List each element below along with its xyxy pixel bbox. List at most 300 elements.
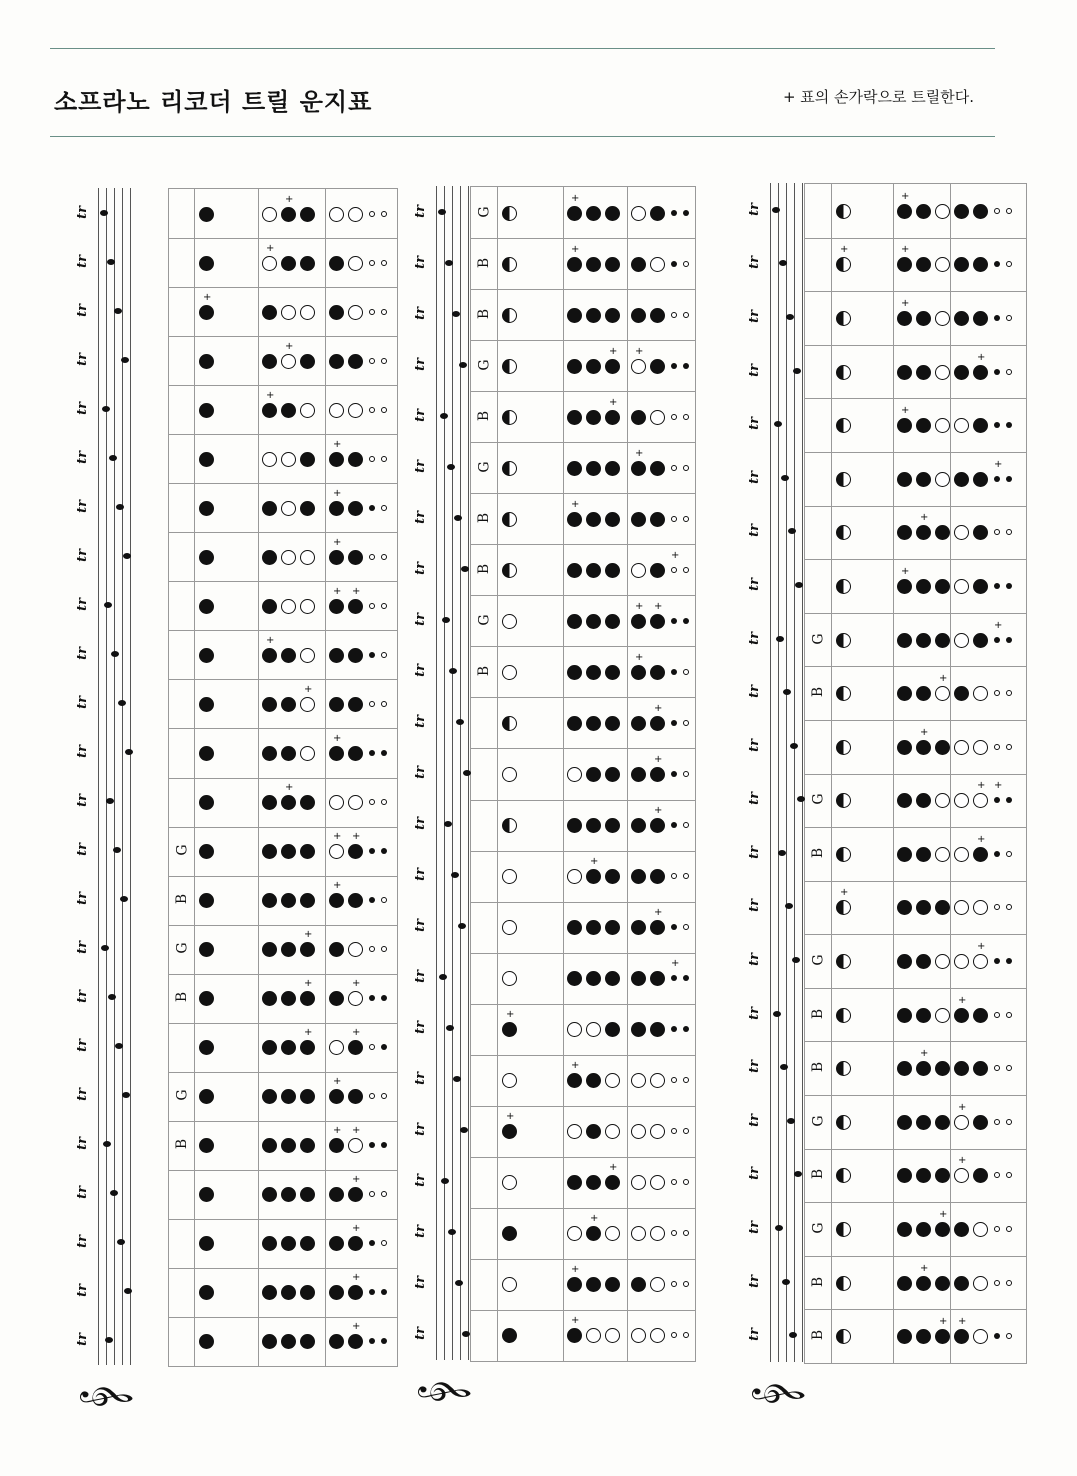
- left-hand-hole-icon: [897, 633, 912, 648]
- trill-plus-icon: +: [352, 585, 361, 597]
- double-hole-icon: [994, 1226, 1000, 1232]
- left-hand-hole-icon: [281, 599, 296, 614]
- trill-mark: tr: [74, 548, 90, 562]
- trill-plus-icon: +: [333, 487, 342, 499]
- trill-plus-icon: +: [333, 831, 342, 843]
- right-hand-hole-icon: [329, 354, 344, 369]
- left-hand-hole-icon: [281, 648, 296, 663]
- double-hole-icon: [683, 618, 689, 624]
- left-hand-hole-icon: [281, 844, 296, 859]
- thumb-hole-icon: [199, 452, 214, 467]
- left-hand-hole-icon: [916, 1115, 931, 1130]
- left-hand-hole-icon: [605, 818, 620, 833]
- left-hand-hole-icon: [605, 614, 620, 629]
- trill-plus-icon: +: [304, 683, 313, 695]
- trill-plus-icon: +: [333, 585, 342, 597]
- right-hand-hole-icon: [329, 648, 344, 663]
- right-hand-hole-icon: [631, 716, 646, 731]
- right-hand-hole-icon: [954, 740, 969, 755]
- left-hand-hole-icon: [567, 359, 582, 374]
- trill-plus-icon: +: [352, 1125, 361, 1137]
- trill-mark: tr: [746, 310, 762, 323]
- left-hand-hole-icon: [935, 1276, 950, 1291]
- thumb-hole-icon: [502, 818, 517, 833]
- thumb-hole-icon: [836, 311, 851, 326]
- note-head: [107, 259, 115, 265]
- staff-column-1: [90, 188, 140, 1365]
- right-hand-hole-icon: [348, 746, 363, 761]
- double-hole-icon: [1006, 369, 1012, 375]
- trill-plus-icon: +: [352, 978, 361, 990]
- staff-line: [98, 188, 99, 1365]
- right-hand-hole-icon: [973, 472, 988, 487]
- right-hand-hole-icon: [650, 665, 665, 680]
- thumb-hole-icon: [502, 563, 517, 578]
- thumb-hole-icon: [836, 1115, 851, 1130]
- trill-mark: tr: [412, 919, 428, 933]
- right-hand-hole-icon: [650, 461, 665, 476]
- double-hole-icon: [994, 1119, 1000, 1125]
- thumb-hole-icon: [836, 847, 851, 862]
- note-head: [786, 314, 794, 320]
- left-hand-hole-icon: [281, 256, 296, 271]
- left-hand-hole-icon: [300, 844, 315, 859]
- double-hole-icon: [369, 456, 375, 462]
- thumb-hole-icon: [836, 365, 851, 380]
- double-hole-icon: [369, 407, 375, 413]
- note-head: [461, 566, 469, 572]
- left-hand-hole-icon: [262, 354, 277, 369]
- trill-plus-icon: +: [977, 351, 986, 363]
- double-hole-icon: [369, 309, 375, 315]
- right-hand-hole-icon: [973, 1008, 988, 1023]
- note-head: [118, 700, 126, 706]
- trill-mark: tr: [74, 696, 90, 709]
- right-hand-hole-icon: [348, 305, 363, 320]
- double-hole-icon: [683, 771, 689, 777]
- trill-mark: tr: [412, 715, 428, 728]
- treble-clef-icon: 𝄞: [82, 1381, 134, 1409]
- left-hand-hole-icon: [262, 844, 277, 859]
- trill-mark: tr: [746, 899, 762, 913]
- double-hole-icon: [994, 476, 1000, 482]
- left-hand-hole-icon: [935, 1115, 950, 1130]
- row-label: B: [810, 1169, 827, 1180]
- double-hole-icon: [671, 822, 677, 828]
- left-hand-hole-icon: [567, 461, 582, 476]
- right-hand-hole-icon: [631, 665, 646, 680]
- trill-plus-icon: +: [352, 1272, 361, 1284]
- left-hand-hole-icon: [300, 452, 315, 467]
- right-hand-hole-icon: [329, 550, 344, 565]
- staff-line: [794, 183, 795, 1362]
- left-hand-hole-icon: [916, 740, 931, 755]
- trill-plus-icon: +: [654, 600, 663, 612]
- double-hole-icon: [994, 369, 1000, 375]
- left-hand-hole-icon: [262, 403, 277, 418]
- double-hole-icon: [671, 414, 677, 420]
- thumb-hole-icon: [199, 403, 214, 418]
- double-hole-icon: [381, 358, 387, 364]
- trill-mark: tr: [74, 1088, 90, 1102]
- trill-mark: tr: [74, 303, 90, 317]
- right-hand-hole-icon: [329, 599, 344, 614]
- trill-mark: tr: [412, 1174, 428, 1188]
- trill-mark: tr: [74, 499, 90, 513]
- fingering-grid-2: [470, 186, 696, 1362]
- left-hand-hole-icon: [586, 665, 601, 680]
- left-hand-hole-icon: [262, 207, 277, 222]
- double-hole-icon: [381, 260, 387, 266]
- trill-plus-icon: +: [304, 978, 313, 990]
- trill-mark: tr: [412, 766, 428, 779]
- trill-mark: tr: [746, 1113, 762, 1127]
- left-hand-hole-icon: [262, 305, 277, 320]
- right-hand-hole-icon: [650, 257, 665, 272]
- note-head: [775, 1225, 783, 1231]
- staff-line: [122, 188, 123, 1365]
- left-hand-hole-icon: [300, 599, 315, 614]
- left-hand-hole-icon: [605, 716, 620, 731]
- right-hand-hole-icon: [329, 305, 344, 320]
- trill-plus-icon: +: [333, 1125, 342, 1137]
- thumb-hole-icon: [199, 893, 214, 908]
- thumb-hole-icon: [502, 461, 517, 476]
- thumb-hole-icon: [199, 599, 214, 614]
- trill-plus-icon: +: [840, 244, 849, 256]
- left-hand-hole-icon: [262, 599, 277, 614]
- note-head: [790, 743, 798, 749]
- trill-plus-icon: +: [571, 1315, 580, 1327]
- double-hole-icon: [683, 720, 689, 726]
- thumb-hole-icon: [836, 633, 851, 648]
- right-hand-hole-icon: [631, 818, 646, 833]
- trill-plus-icon: +: [506, 1111, 515, 1123]
- row-label: G: [476, 205, 493, 218]
- left-hand-hole-icon: [935, 954, 950, 969]
- trill-plus-icon: +: [939, 673, 948, 685]
- double-hole-icon: [994, 851, 1000, 857]
- right-hand-hole-icon: [973, 579, 988, 594]
- left-hand-hole-icon: [567, 767, 582, 782]
- double-hole-icon: [381, 603, 387, 609]
- trill-mark: tr: [746, 1167, 762, 1181]
- left-hand-hole-icon: [935, 740, 950, 755]
- right-hand-hole-icon: [973, 1222, 988, 1237]
- trill-plus-icon: +: [304, 1027, 313, 1039]
- left-hand-hole-icon: [586, 461, 601, 476]
- left-hand-hole-icon: [567, 410, 582, 425]
- right-hand-hole-icon: [329, 746, 344, 761]
- trill-plus-icon: +: [352, 1174, 361, 1186]
- trill-plus-icon: +: [333, 880, 342, 892]
- thumb-hole-icon: [199, 256, 214, 271]
- thumb-hole-icon: [502, 665, 517, 680]
- trill-mark: tr: [74, 401, 90, 415]
- trill-mark: tr: [412, 1021, 428, 1035]
- trill-mark: tr: [746, 1328, 762, 1342]
- note-head: [463, 770, 471, 776]
- trill-plus-icon: +: [590, 1213, 599, 1225]
- right-hand-hole-icon: [973, 311, 988, 326]
- double-hole-icon: [1006, 851, 1012, 857]
- double-hole-icon: [994, 744, 1000, 750]
- left-hand-hole-icon: [916, 365, 931, 380]
- trill-plus-icon: +: [266, 242, 275, 254]
- double-hole-icon: [1006, 476, 1012, 482]
- row-label: B: [476, 512, 493, 523]
- left-hand-hole-icon: [605, 308, 620, 323]
- trill-mark: tr: [412, 1123, 428, 1137]
- page-title: 소프라노 리코더 트릴 운지표: [54, 88, 373, 116]
- trill-mark: tr: [74, 205, 90, 219]
- double-hole-icon: [671, 771, 677, 777]
- right-hand-hole-icon: [973, 847, 988, 862]
- thumb-hole-icon: [836, 579, 851, 594]
- note-head: [459, 362, 467, 368]
- thumb-hole-icon: [836, 954, 851, 969]
- right-hand-hole-icon: [650, 512, 665, 527]
- left-hand-hole-icon: [281, 795, 296, 810]
- trill-mark: tr: [746, 256, 762, 270]
- left-hand-hole-icon: [300, 403, 315, 418]
- trill-mark: tr: [74, 1284, 90, 1298]
- row-label: B: [173, 893, 190, 905]
- row-label: G: [810, 793, 827, 805]
- double-hole-icon: [369, 211, 375, 217]
- left-hand-hole-icon: [586, 359, 601, 374]
- double-hole-icon: [683, 210, 689, 216]
- thumb-hole-icon: [199, 305, 214, 320]
- thumb-hole-icon: [199, 844, 214, 859]
- double-hole-icon: [671, 363, 677, 369]
- left-hand-hole-icon: [281, 746, 296, 761]
- right-hand-hole-icon: [348, 550, 363, 565]
- trill-plus-icon: +: [609, 345, 618, 357]
- left-hand-hole-icon: [567, 308, 582, 323]
- double-hole-icon: [671, 618, 677, 624]
- thumb-hole-icon: [199, 501, 214, 516]
- row-label: B: [476, 308, 493, 319]
- thumb-hole-icon: [502, 512, 517, 527]
- right-hand-hole-icon: [973, 1115, 988, 1130]
- double-hole-icon: [994, 1012, 1000, 1018]
- trill-plus-icon: +: [958, 994, 967, 1006]
- staff-line: [130, 188, 131, 1365]
- double-hole-icon: [381, 456, 387, 462]
- left-hand-hole-icon: [300, 697, 315, 712]
- thumb-hole-icon: [836, 1008, 851, 1023]
- trill-plus-icon: +: [840, 887, 849, 899]
- note-head: [454, 515, 462, 521]
- note-head: [438, 209, 446, 215]
- double-hole-icon: [381, 211, 387, 217]
- staff-line: [770, 183, 771, 1362]
- right-hand-hole-icon: [954, 204, 969, 219]
- left-hand-hole-icon: [897, 311, 912, 326]
- header-rule: [50, 136, 995, 137]
- left-hand-hole-icon: [916, 1008, 931, 1023]
- double-hole-icon: [994, 637, 1000, 643]
- left-hand-hole-icon: [605, 869, 620, 884]
- note-head: [106, 798, 114, 804]
- trill-plus-icon: +: [920, 1262, 929, 1274]
- trill-plus-icon: +: [609, 1162, 618, 1174]
- left-hand-hole-icon: [586, 512, 601, 527]
- left-hand-hole-icon: [300, 305, 315, 320]
- trill-plus-icon: +: [901, 565, 910, 577]
- left-hand-hole-icon: [262, 795, 277, 810]
- trill-mark: tr: [74, 597, 90, 611]
- trill-mark: tr: [746, 1006, 762, 1020]
- trill-plus-icon: +: [977, 780, 986, 792]
- trill-mark: tr: [74, 450, 90, 464]
- right-hand-hole-icon: [650, 308, 665, 323]
- note-head: [778, 850, 786, 856]
- thumb-hole-icon: [502, 716, 517, 731]
- double-hole-icon: [994, 208, 1000, 214]
- left-hand-hole-icon: [281, 403, 296, 418]
- double-hole-icon: [381, 554, 387, 560]
- note-head: [782, 1279, 790, 1285]
- right-hand-hole-icon: [631, 461, 646, 476]
- left-hand-hole-icon: [916, 954, 931, 969]
- left-hand-hole-icon: [586, 716, 601, 731]
- right-hand-hole-icon: [631, 512, 646, 527]
- double-hole-icon: [1006, 208, 1012, 214]
- right-hand-hole-icon: [631, 563, 646, 578]
- left-hand-hole-icon: [281, 452, 296, 467]
- top-rule: [50, 48, 995, 49]
- row-label: G: [174, 1089, 191, 1101]
- thumb-hole-icon: [502, 410, 517, 425]
- treble-clef-icon: 𝄞: [420, 1376, 472, 1404]
- trill-plus-icon: +: [958, 1101, 967, 1113]
- trill-plus-icon: +: [285, 340, 294, 352]
- right-hand-hole-icon: [348, 893, 363, 908]
- right-hand-hole-icon: [348, 697, 363, 712]
- trill-mark: tr: [74, 745, 90, 758]
- double-hole-icon: [369, 652, 375, 658]
- trill-plus-icon: +: [352, 1321, 361, 1333]
- left-hand-hole-icon: [586, 767, 601, 782]
- fingering-grid-3: [804, 183, 1027, 1364]
- thumb-hole-icon: [199, 550, 214, 565]
- double-hole-icon: [369, 701, 375, 707]
- row-label: B: [810, 686, 827, 698]
- double-hole-icon: [369, 505, 375, 511]
- left-hand-hole-icon: [935, 365, 950, 380]
- left-hand-hole-icon: [897, 1008, 912, 1023]
- right-hand-hole-icon: [631, 410, 646, 425]
- trill-plus-icon: +: [333, 438, 342, 450]
- trill-plus-icon: +: [994, 458, 1003, 470]
- double-hole-icon: [671, 567, 677, 573]
- right-hand-hole-icon: [973, 365, 988, 380]
- trill-mark: tr: [412, 868, 428, 882]
- left-hand-hole-icon: [935, 472, 950, 487]
- trill-mark: tr: [746, 417, 762, 431]
- note-head: [456, 719, 464, 725]
- left-hand-hole-icon: [586, 614, 601, 629]
- double-hole-icon: [369, 799, 375, 805]
- left-hand-hole-icon: [567, 614, 582, 629]
- thumb-hole-icon: [836, 1222, 851, 1237]
- double-hole-icon: [994, 1280, 1000, 1286]
- staff-line: [114, 188, 115, 1365]
- double-hole-icon: [683, 414, 689, 420]
- fingering-grid-1: [168, 188, 398, 1367]
- left-hand-hole-icon: [567, 563, 582, 578]
- trill-plus-icon: +: [901, 297, 910, 309]
- trill-mark: tr: [746, 1274, 762, 1288]
- trill-plus-icon: +: [352, 1223, 361, 1235]
- double-hole-icon: [683, 516, 689, 522]
- left-hand-hole-icon: [281, 207, 296, 222]
- note-head: [123, 553, 131, 559]
- left-hand-hole-icon: [300, 795, 315, 810]
- double-hole-icon: [683, 261, 689, 267]
- note-head: [452, 311, 460, 317]
- row-label: G: [476, 359, 493, 371]
- row-label: G: [810, 954, 827, 966]
- left-hand-hole-icon: [281, 305, 296, 320]
- trill-plus-icon: +: [901, 190, 910, 202]
- note-head: [776, 636, 784, 642]
- left-hand-hole-icon: [300, 354, 315, 369]
- trill-plus-icon: +: [609, 396, 618, 408]
- right-hand-hole-icon: [329, 256, 344, 271]
- double-hole-icon: [671, 720, 677, 726]
- row-label: G: [174, 844, 191, 856]
- thumb-hole-icon: [199, 207, 214, 222]
- trill-plus-icon: +: [352, 831, 361, 843]
- left-hand-hole-icon: [605, 257, 620, 272]
- trill-plus-icon: +: [654, 702, 663, 714]
- right-hand-hole-icon: [650, 410, 665, 425]
- left-hand-hole-icon: [567, 665, 582, 680]
- note-head: [447, 464, 455, 470]
- right-hand-hole-icon: [631, 206, 646, 221]
- note-head: [104, 602, 112, 608]
- trill-plus-icon: +: [333, 1076, 342, 1088]
- trill-plus-icon: +: [304, 929, 313, 941]
- left-hand-hole-icon: [897, 1115, 912, 1130]
- left-hand-hole-icon: [916, 579, 931, 594]
- double-hole-icon: [683, 363, 689, 369]
- trill-mark: tr: [746, 631, 762, 645]
- double-hole-icon: [683, 669, 689, 675]
- trill-plus-icon: +: [266, 389, 275, 401]
- left-hand-hole-icon: [935, 311, 950, 326]
- right-hand-hole-icon: [329, 403, 344, 418]
- right-hand-hole-icon: [329, 452, 344, 467]
- left-hand-hole-icon: [262, 452, 277, 467]
- trill-mark: tr: [412, 612, 428, 626]
- row-label: G: [476, 461, 493, 473]
- thumb-hole-icon: [502, 767, 517, 782]
- left-hand-hole-icon: [300, 207, 315, 222]
- right-hand-hole-icon: [954, 311, 969, 326]
- left-hand-hole-icon: [300, 501, 315, 516]
- note-head: [100, 210, 108, 216]
- left-hand-hole-icon: [586, 257, 601, 272]
- right-hand-hole-icon: [973, 740, 988, 755]
- trill-mark: tr: [412, 663, 428, 677]
- thumb-hole-icon: [502, 869, 517, 884]
- trill-mark: tr: [74, 1235, 90, 1249]
- left-hand-hole-icon: [897, 1276, 912, 1291]
